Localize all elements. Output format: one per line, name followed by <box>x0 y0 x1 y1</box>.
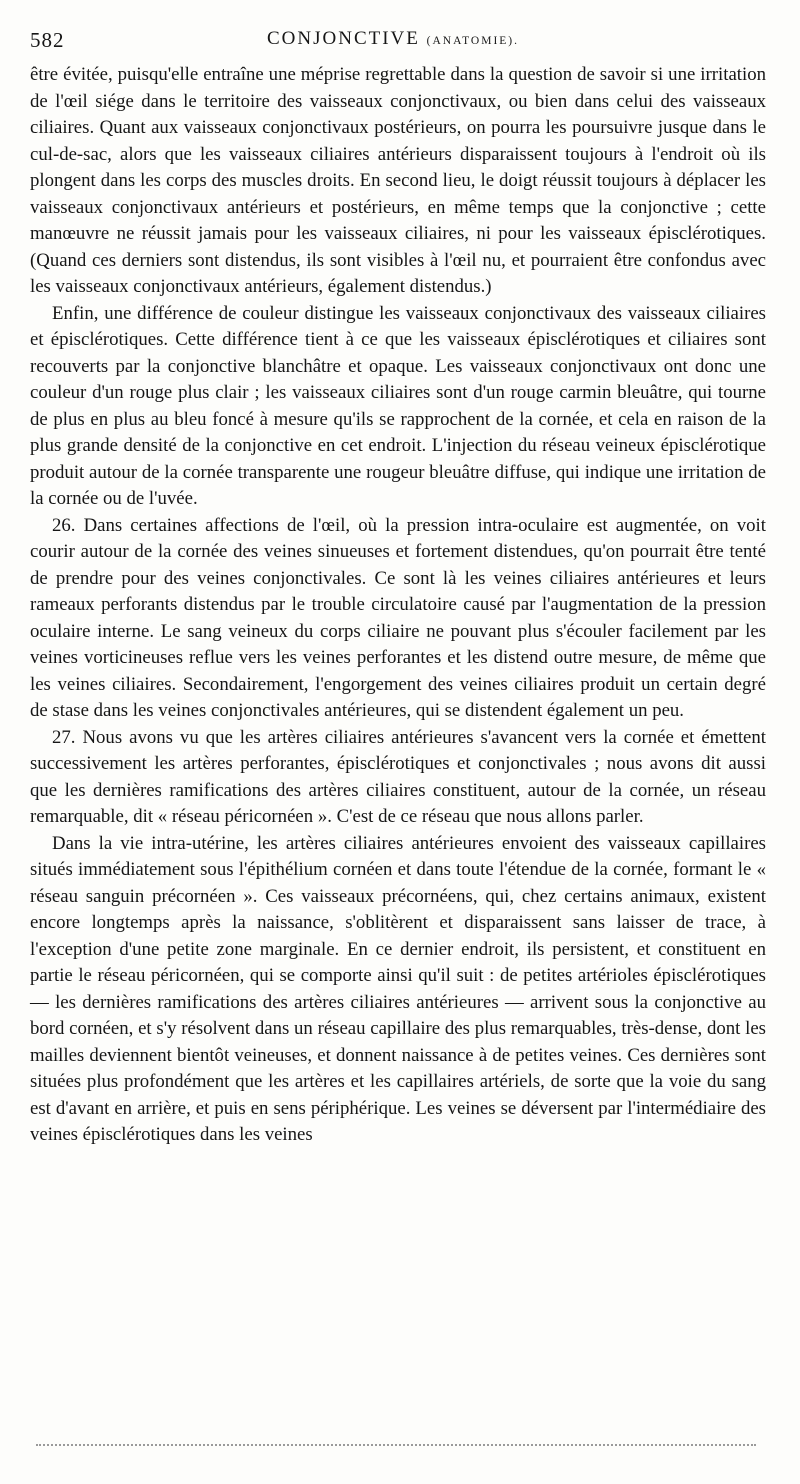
document-page <box>30 28 766 1149</box>
paragraph-continued: être évitée, puisqu'elle entraîne une méprise regrettable dans la question de savoir si une irritation de l'œil siége dans le territoire des vaisseaux conjonctivaux, ou bien dans celui des vaisseaux ciliaires. Quant aux vaisseaux conjonctivaux postérieurs, on pourra les poursuivre jusque dans le cul-de-sac, alors que les vaisseaux ciliaires antérieurs disparaissent toujours à l'endroit où ils plongent dans les corps des muscles droits. En second lieu, le doigt réussit toujours à déplacer les vaisseaux conjonctivaux antérieurs et postérieurs, en même temps que la conjonctive ; cette manœuvre ne réussit jamais pour les vaisseaux ciliaires, ni pour les vaisseaux épisclérotiques. (Quand ces derniers sont distendus, ils sont visibles à l'œil nu, et pourraient être confondus avec les vaisseaux conjonctivaux antérieurs, également distendus.) <box>30 64 766 297</box>
running-title-subtitle: (ANATOMIE). <box>426 35 520 47</box>
paragraph-section-27: 27. Nous avons vu que les artères ciliaires antérieures s'avancent vers la cornée et émettent successivement les artères perforantes, épisclérotiques et conjonctivales ; nous avons dit aussi que les dernières ramifications des artères ciliaires constituent, autour de la cornée, un réseau remarquable, dit « réseau péricornéen ». C'est de ce réseau que nous allons parler. <box>30 726 766 827</box>
paragraph-section-26: 26. Dans certaines affections de l'œil, où la pression intra-oculaire est augmentée, on voit courir autour de la cornée des veines sinueuses et fortement distendues, qu'on pourrait être tenté de prendre pour des veines conjonctivales. Ce sont là les veines ciliaires antérieures et leurs rameaux perforants distendus par le trouble circulatoire causé par l'augmentation de la pression oculaire interne. Le sang veineux du corps ciliaire ne pouvant plus s'écouler facilement par les veines vorticineuses reflue vers les veines perforantes et les distend outre mesure, de même que les veines ciliaires. Secondairement, l'engorgement des veines ciliaires produit un certain degré de stase dans les veines conjonctivales antérieures, qui se distendent également un peu. <box>30 514 766 721</box>
body-text <box>30 62 766 1149</box>
running-title <box>267 28 519 50</box>
page-header <box>30 28 766 56</box>
running-title-main: CONJONCTIVE <box>267 28 420 49</box>
paragraph-color-difference: Enfin, une différence de couleur distingue les vaisseaux conjonctivaux des vaisseaux ciliaires et épisclérotiques. Cette différence tient à ce que les vaisseaux épisclérotiques et ciliaires sont recouverts par la conjonctive blanchâtre et opaque. Les vaisseaux conjonctivaux ont donc une couleur d'un rouge plus clair ; les vaisseaux ciliaires sont d'un rouge carmin bleuâtre, qui tourne de plus en plus au bleu foncé à mesure qu'ils se rapprochent de la cornée, et cela en raison de la plus grande densité de la conjonctive en cet endroit. L'injection du réseau veineux épisclérotique produit autour de la cornée transparente une rougeur bleuâtre diffuse, qui indique une irritation de la cornée ou de l'uvée. <box>30 302 766 509</box>
page-number: 582 <box>30 28 65 52</box>
footer-dotted-rule <box>36 1444 756 1446</box>
paragraph-intra-uterine: Dans la vie intra-utérine, les artères ciliaires antérieures envoient des vaisseaux capillaires situés immédiatement sous l'épithélium cornéen et dans toute l'étendue de la cornée, formant le « réseau sanguin précornéen ». Ces vaisseaux précornéens, qui, chez certains animaux, existent encore longtemps après la naissance, s'oblitèrent et disparaissent sans laisser de trace, à l'exception d'une petite zone marginale. En ce dernier endroit, ils persistent, et constituent en partie le réseau péricornéen, qui se comporte ainsi qu'il suit : de petites artérioles épisclérotiques — les dernières ramifications des artères ciliaires antérieures — arrivent sous la conjonctive au bord cornéen, et s'y résolvent dans un réseau capillaire des plus remarquables, très-dense, dont les mailles deviennent bientôt veineuses, et donnent naissance à de petites veines. Ces dernières sont situées plus profondément que les artères et les capillaires artériels, de sorte que la voie du sang est d'avant en arrière, et puis en sens périphérique. Les veines se déversent par l'intermédiaire des veines épisclérotiques dans les veines <box>30 832 766 1145</box>
